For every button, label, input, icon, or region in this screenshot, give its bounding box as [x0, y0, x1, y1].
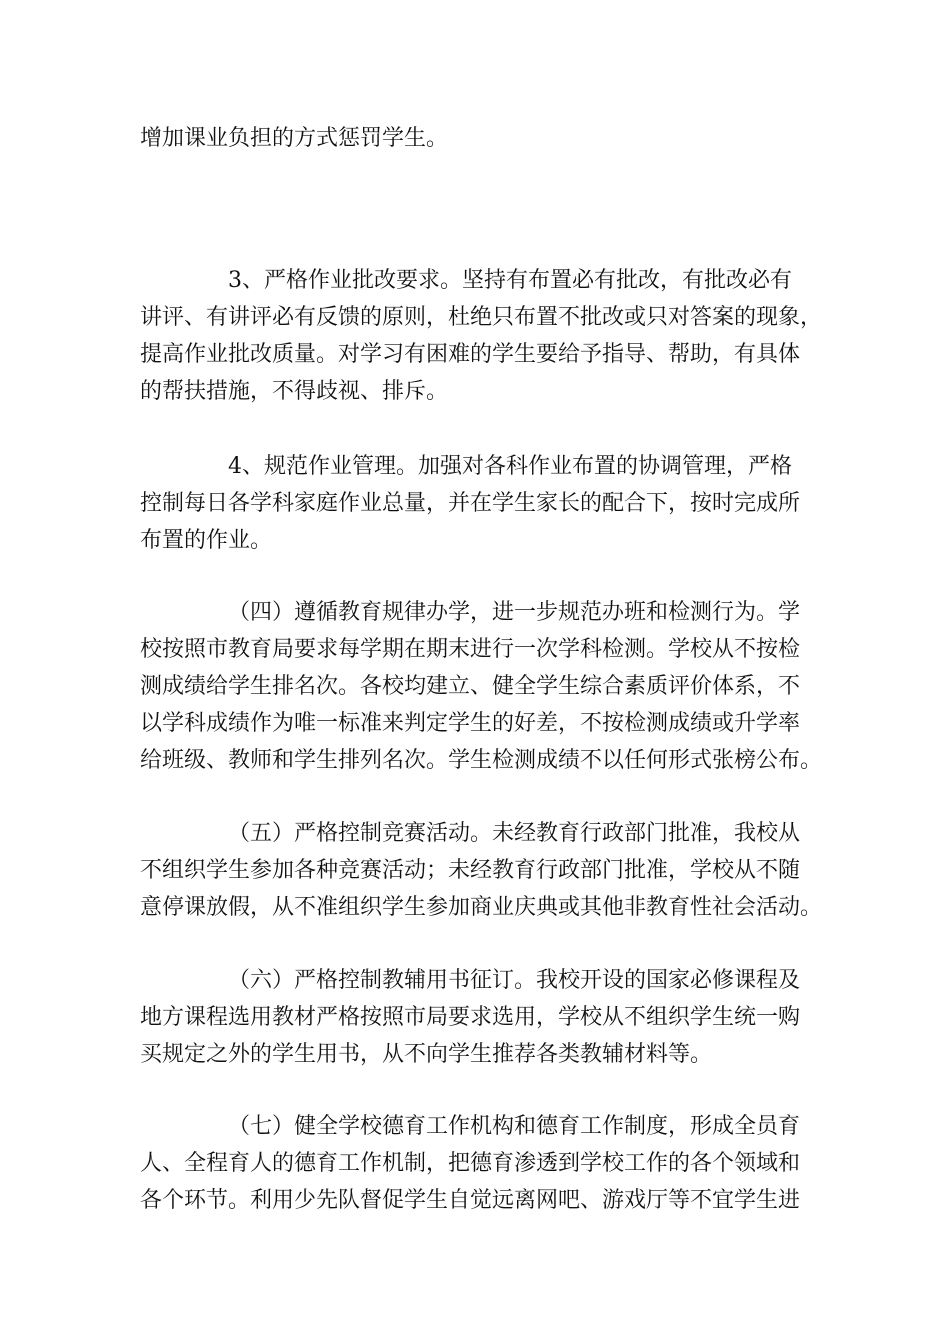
- text-line: 提高作业批改质量。对学习有困难的学生要给予指导、帮助，有具体: [140, 342, 801, 367]
- text-line: 买规定之外的学生用书，从不向学生推荐各类教辅材料等。: [140, 1042, 713, 1067]
- text-line: 给班级、教师和学生排列名次。学生检测成绩不以任何形式张榜公布。: [140, 748, 823, 773]
- text-line: （六）严格控制教辅用书征订。我校开设的国家必修课程及: [228, 968, 801, 993]
- text-line: 控制每日各学科家庭作业总量，并在学生家长的配合下，按时完成所: [140, 491, 801, 516]
- text-line: 3、严格作业批改要求。坚持有布置必有批改，有批改必有: [228, 268, 792, 293]
- paragraph-section-5: [140, 815, 830, 926]
- text-line: 人、全程育人的德育工作机制，把德育渗透到学校工作的各个领域和: [140, 1151, 801, 1176]
- text-line: 布置的作业。: [140, 528, 273, 553]
- paragraph-continuation: [140, 120, 830, 157]
- text-line: （七）健全学校德育工作机构和德育工作制度，形成全员育: [228, 1114, 801, 1139]
- text-line: （五）严格控制竞赛活动。未经教育行政部门批准，我校从: [228, 821, 801, 846]
- paragraph-section-6: [140, 962, 830, 1073]
- text-line: 各个环节。利用少先队督促学生自觉远离网吧、游戏厅等不宜学生进: [140, 1188, 801, 1213]
- text-line: （四）遵循教育规律办学，进一步规范办班和检测行为。学: [228, 600, 801, 625]
- text-line: 地方课程选用教材严格按照市局要求选用，学校从不组织学生统一购: [140, 1005, 801, 1030]
- text-line: 4、规范作业管理。加强对各科作业布置的协调管理，严格: [228, 454, 792, 479]
- text-line: 以学科成绩作为唯一标准来判定学生的好差，不按检测成绩或升学率: [140, 711, 801, 736]
- paragraph-section-4: [140, 594, 830, 779]
- text-line: 讲评、有讲评必有反馈的原则，杜绝只布置不批改或只对答案的现象，: [140, 305, 823, 330]
- text-line: 校按照市教育局要求每学期在期末进行一次学科检测。学校从不按检: [140, 637, 801, 662]
- paragraph-section-7: [140, 1108, 830, 1219]
- text-line: 的帮扶措施，不得歧视、排斥。: [140, 379, 449, 404]
- text-line: 增加课业负担的方式惩罚学生。: [140, 126, 449, 151]
- text-line: 不组织学生参加各种竞赛活动；未经教育行政部门批准，学校从不随: [140, 858, 801, 883]
- text-line: 意停课放假，从不准组织学生参加商业庆典或其他非教育性社会活动。: [140, 895, 823, 920]
- text-line: 测成绩给学生排名次。各校均建立、健全学生综合素质评价体系，不: [140, 674, 801, 699]
- paragraph-item-3: [140, 262, 830, 410]
- paragraph-item-4: [140, 448, 830, 559]
